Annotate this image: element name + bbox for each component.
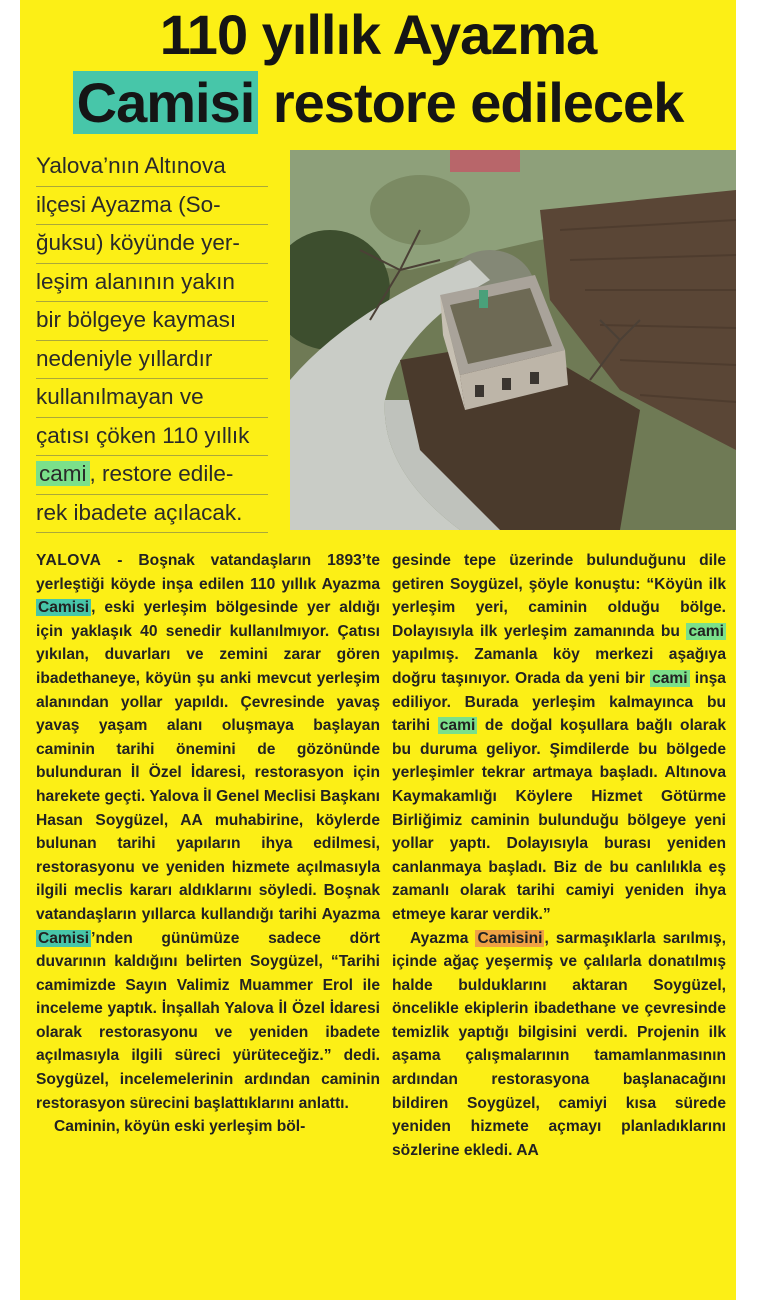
headline-highlight: Camisi	[73, 71, 259, 134]
lead-line-rest: , restore edile-	[89, 461, 234, 486]
article-text: , sarmaşıklarla sarılmış, içinde ağaç yeşermiş ve çalılarla donatılmış halde bulduklarını aktaran Soygüzel, öncelikle ekiplerin ibadethane ve çevresinde temizlik yaptığı bilgisini verdi. Projenin ilk aşama çalışmalarının tamamlanmasının ardından restorasyona başlanacağını bildiren Soygüzel, camiyi kısa sürede yeniden hizmete açmayı planladıklarını sözlerine ekledi. AA	[392, 929, 726, 1159]
lead-paragraph	[36, 148, 268, 533]
lead-line: nedeniyle yıllardır	[36, 341, 268, 380]
article-text: - Boşnak vatandaşların 1893’te yerleştiği köyde inşa edilen 110 yıllık Ayazma	[36, 552, 380, 593]
article-text: Ayazma	[410, 929, 476, 947]
headline-line-2	[20, 70, 736, 136]
headline-line-2-rest: restore edilecek	[258, 71, 684, 134]
dateline: YALOVA	[36, 552, 102, 569]
article-text: inşa ediliyor. Burada yerleşim kalmayınca bu tarihi	[392, 669, 726, 735]
highlight-cami: cami	[652, 669, 688, 687]
lead-line: çatısı çöken 110 yıllık	[36, 418, 268, 457]
highlight-camisi: Camisi	[38, 929, 90, 947]
article-text: gesinde tepe üzerinde bulunduğunu dile getiren Soygüzel, şöyle konuştu: “Köyün ilk yerleşim yeri, caminin olduğu bölge. Dolayısıyla ilk yerleşim zamanında bu	[392, 552, 726, 640]
highlight-camisini: Camisini	[477, 929, 543, 947]
article-column-left	[36, 549, 380, 1139]
highlight-cami: cami	[688, 622, 724, 640]
newspaper-clipping	[20, 0, 736, 1300]
article-text: de doğal koşullara bağlı olarak bu duruma geliyor. Şimdilerde bu bölgede yerleşimler tekrar artmaya başladı. Altınova Kaymakamlığı Köylere Hizmet Götürme Birliğimiz caminin bulunduğu bölgeye yeni yollar yaptı. Dolayısıyla burası yeniden canlanmaya başladı. Biz de bu canlılıkla eş zamanlı olarak tarihi camiyi yeniden ihya etmeye karar verdik.”	[392, 717, 726, 923]
aerial-mosque-ruin-photo	[290, 150, 736, 530]
lead-line: bir bölgeye kayması	[36, 302, 268, 341]
article-text: , eski yerleşim bölgesinde yer aldığı için yaklaşık 40 senedir kullanılmıyor. Çatısı yıkılan, duvarları ve zemini zarar gören ibadethaneye, köyün şu anki mevcut yerleşim alanından yollar yapıldı. Çevresinde yavaş yavaş yaşam alanı oluşmaya başlayan caminin tarihi önemini de gözönünde bulunduran İl Özel İdaresi, restorasyon için harekete geçti. Yalova İl Genel Meclisi Başkanı Hasan Soygüzel, AA muhabirine, köylerde bulunan tarihi yapıların ihya edilmesi, restorasyonu ve yeniden hizmete açılmasıyla ilgili meclis kararı aldıklarını söyledi. Boşnak vatandaşların yıllarca kullandığı tarihi Ayazma	[36, 599, 380, 923]
lead-line	[36, 456, 268, 495]
lead-line: kullanılmayan ve	[36, 379, 268, 418]
lead-line: Yalova’nın Altınova	[36, 148, 268, 187]
lead-line: rek ibadete açılacak.	[36, 495, 268, 534]
article-column-right	[392, 549, 726, 1162]
article-paragraph	[36, 549, 380, 1115]
article-paragraph	[392, 549, 726, 927]
headline-line-1: 110 yıllık Ayazma	[159, 3, 597, 66]
article-paragraph: Caminin, köyün eski yerleşim böl-	[54, 1118, 306, 1136]
lead-line: ğuksu) köyünde yer-	[36, 225, 268, 264]
article-text: yapılmış. Zamanla köy merkezi aşağıya doğru taşınıyor. Orada da yeni bir	[392, 646, 726, 687]
lead-line: leşim alanının yakın	[36, 264, 268, 303]
article-text: ’nden günümüze sadece dört duvarının kaldığını belirten Soygüzel, “Tarihi camimizde Sayın Valimiz Muammer Erol ile inceleme yaptık. İnşallah Yalova İl Özel İdaresi olarak restorasyonu ve yeniden ibadete açılmasıyla ilgili süreci yürüteceğiz.” dedi. Soygüzel, incelemelerinin ardından caminin restorasyon sürecini başlattıklarını anlattı.	[36, 929, 380, 1112]
highlight-cami: cami	[439, 717, 476, 735]
lead-line: ilçesi Ayazma (So-	[36, 187, 268, 226]
highlight-camisi: Camisi	[38, 599, 90, 617]
lead-highlight: cami	[36, 461, 90, 486]
article-paragraph	[392, 927, 726, 1163]
